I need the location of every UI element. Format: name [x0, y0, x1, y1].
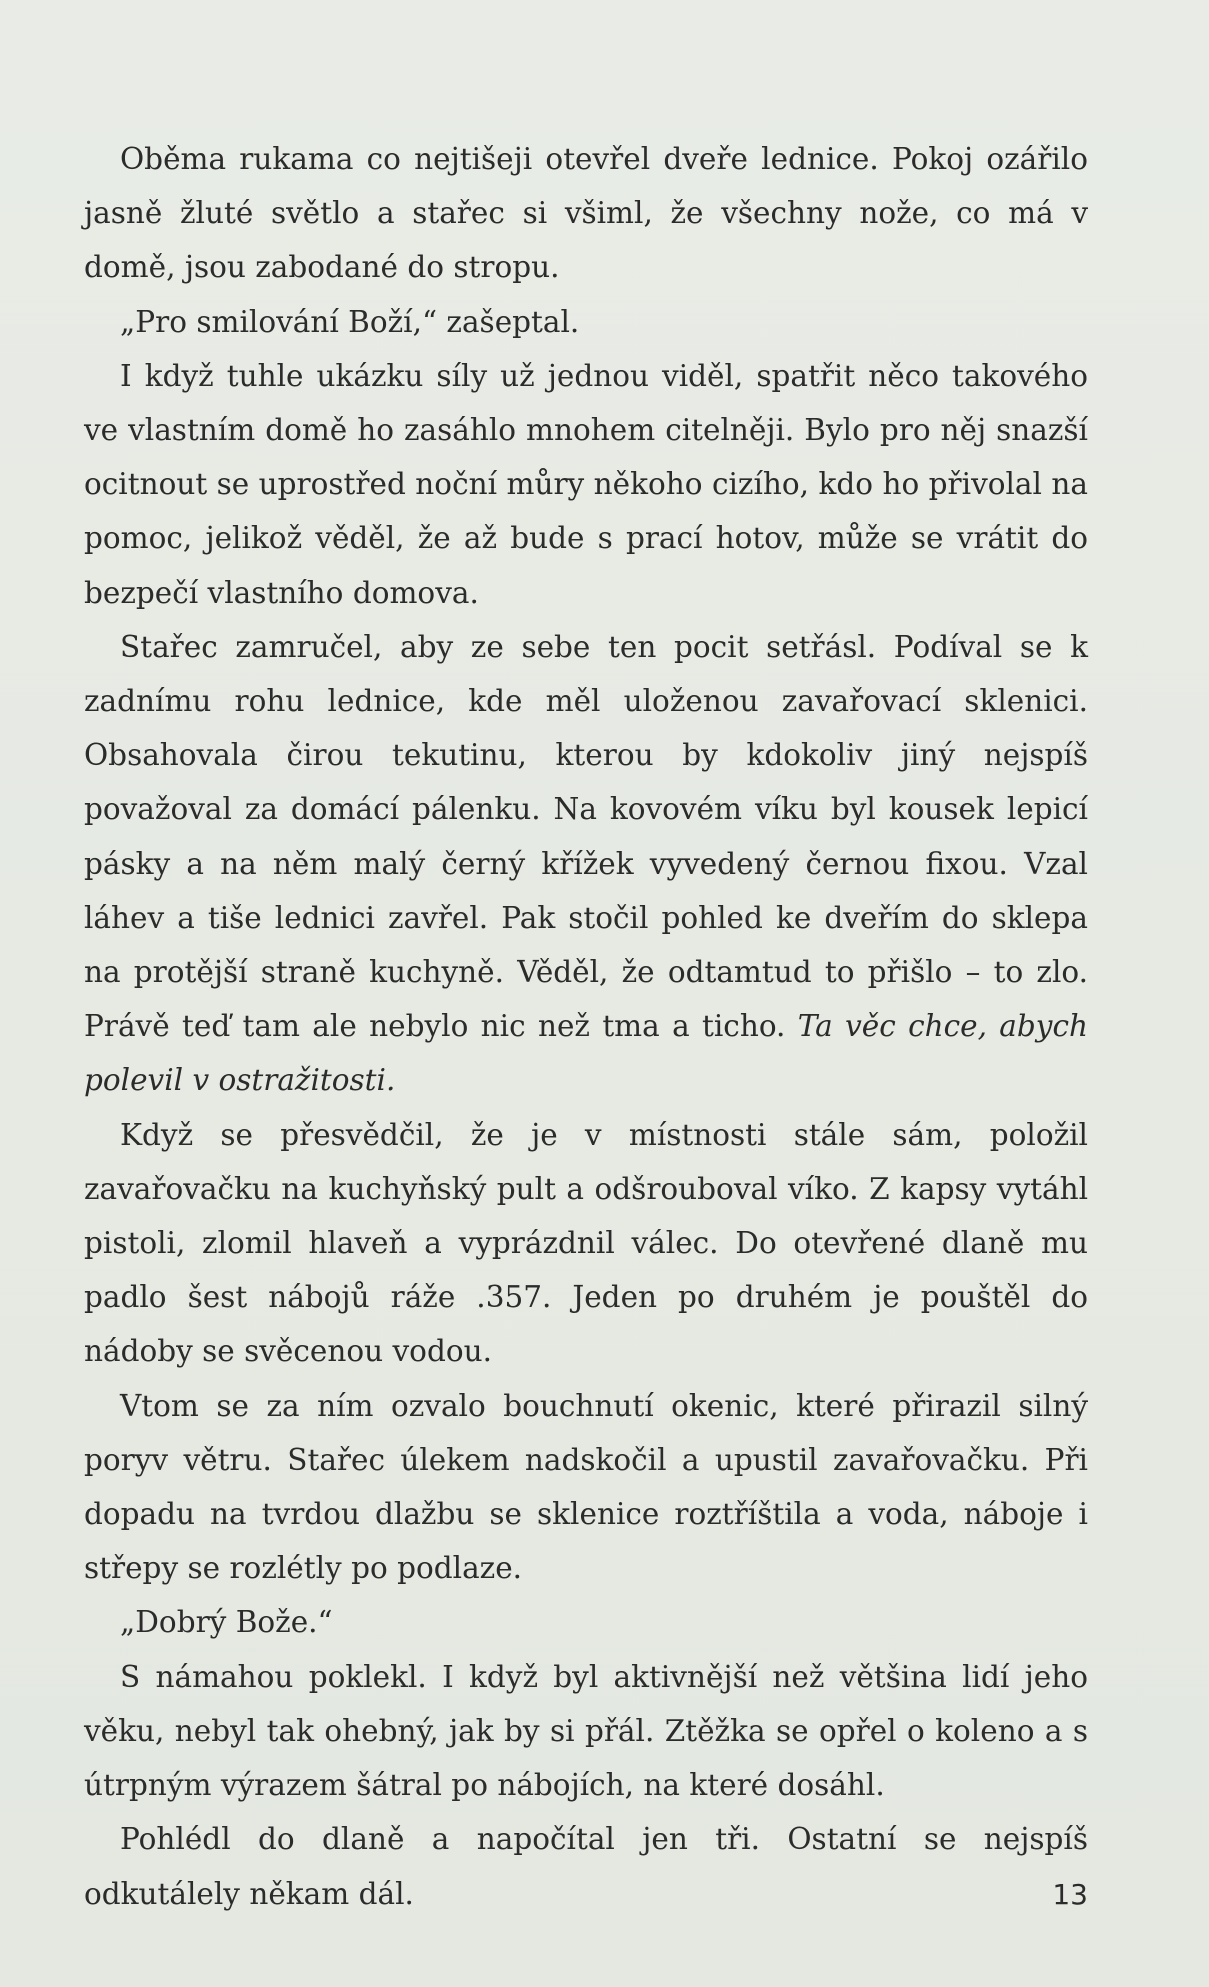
paragraph: S námahou poklekl. I když byl aktivnější než většina lidí jeho věku, nebyl tak ohebný, jak by si přál. Ztěžka se opřel o koleno a s útrpným výrazem šátral po nábojích, na které dosáhl.	[84, 1659, 1088, 1803]
paragraph: „Dobrý Bože.“	[120, 1605, 333, 1640]
paragraph: Pohlédl do dlaně a napočítal jen tři. Ostatní se nejspíš odkutálely někam dál.	[84, 1822, 1088, 1911]
paragraph	[84, 620, 1088, 1108]
paragraph: I když tuhle ukázku síly už jednou viděl, spatřit něco takového ve vlastním domě ho zasáhlo mnohem citelněji. Bylo pro něj snazší ocitnout se uprostřed noční můry někoho cizího, kdo ho přivolal na pomoc, jelikož věděl, že až bude s prací hotov, může se vrátit do bezpečí vlastního domova.	[84, 358, 1088, 610]
paragraph: Oběma rukama co nejtišeji otevřel dveře lednice. Pokoj ozářilo jasně žluté světlo a stařec si všiml, že všechny nože, co má v domě, jsou zabodané do stropu.	[84, 142, 1088, 285]
paragraph: Když se přesvědčil, že je v místnosti stále sám, položil zavařovačku na kuchyňský pult a odšrouboval víko. Z kapsy vytáhl pistoli, zlomil hlaveň a vyprázdnil válec. Do otevřené dlaně mu padlo šest nábojů ráže .357. Jeden po druhém je pouštěl do nádoby se svěcenou vodou.	[84, 1117, 1088, 1369]
paragraph: Vtom se za ním ozvalo bouchnutí okenic, které přirazil silný poryv větru. Stařec úlekem nadskočil a upustil zavařovačku. Při dopadu na tvrdou dlažbu se sklenice roztříštila a voda, náboje i střepy se rozlétly po podlaze.	[84, 1388, 1088, 1586]
page-number: 13	[1052, 1878, 1088, 1911]
body-text	[84, 132, 1088, 1921]
italic-thought: Ta věc chce, abych polevil v ostražitosti.	[84, 1009, 1088, 1098]
paragraph: „Pro smilování Boží,“ zašeptal.	[120, 304, 580, 339]
paragraph-text: Stařec zamručel, aby ze sebe ten pocit setřásl. Podíval se k zadnímu rohu lednice, kde měl uloženou zavařovací sklenici. Obsahovala čirou tekutinu, kterou by kdokoliv jiný nejspíš považoval za domácí pálenku. Na kovovém víku byl kousek lepicí pásky a na něm malý černý křížek vyvedený černou fixou. Vzal láhev a tiše lednici zavřel. Pak stočil pohled ke dveřím do sklepa na protější straně kuchyně. Věděl, že odtamtud to přišlo – to zlo. Právě teď tam ale nebylo nic než tma a ticho.	[84, 629, 1088, 1044]
